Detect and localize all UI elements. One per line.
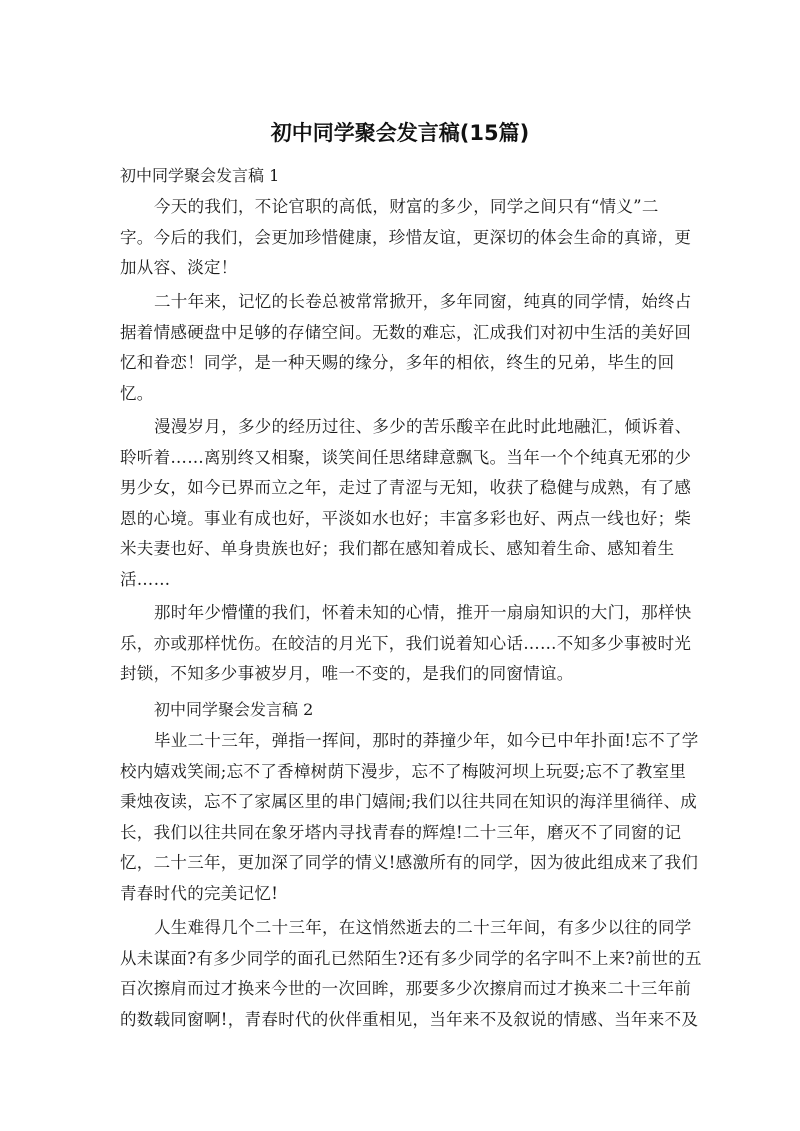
paragraph-line: 忆。	[120, 383, 154, 403]
paragraph-line: 那时年少懵懂的我们，怀着未知的心情，推开一扇扇知识的大门，那样快	[154, 603, 692, 622]
paragraph-line: 忆和眷恋！同学，是一种天赐的缘分，多年的相依，终生的兄弟，毕生的回	[120, 353, 675, 372]
paragraph-line: 男少女，如今已界而立之年，走过了青涩与无知，收获了稳健与成熟，有了感	[120, 478, 692, 497]
paragraph	[120, 192, 692, 284]
section-heading-2: 初中同学聚会发言稿 2	[154, 700, 314, 719]
paragraph-line: 加从容、淡定！	[120, 258, 238, 277]
paragraph-line: 封锁，不知多少事被岁月，唯一不变的，是我们的同窗情谊。	[120, 664, 574, 683]
paragraph-line: 活……	[120, 569, 171, 589]
paragraph-line: 字。今后的我们，会更加珍惜健康，珍惜友谊，更深切的体会生命的真谛，更	[120, 227, 692, 247]
paragraph-line: 青春时代的完美记忆!	[120, 883, 279, 903]
paragraph	[120, 913, 702, 1035]
paragraph	[120, 287, 692, 409]
paragraph	[120, 412, 692, 595]
paragraph-line: 漫漫岁月，多少的经历过往、多少的苦乐酸辛在此时此地融汇，倾诉着、	[154, 417, 692, 436]
paragraph-line: 恩的心境。事业有成也好，平淡如水也好；丰富多彩也好、两点一线也好；柴	[120, 508, 692, 528]
paragraph-line: 据着情感硬盘中足够的存储空间。无数的难忘，汇成我们对初中生活的美好回	[120, 322, 692, 342]
paragraph-line: 二十年来，记忆的长卷总被常常掀开，多年同窗，纯真的同学情，始终占	[154, 292, 692, 311]
paragraph-line: 今天的我们，不论官职的高低，财富的多少，同学之间只有“情义”二	[154, 197, 659, 216]
paragraph-line: 秉烛夜读，忘不了家属区里的串门嬉闹;我们以往共同在知识的海洋里徜徉、成	[120, 792, 698, 811]
paragraph-line: 长，我们以往共同在象牙塔内寻找青春的辉煌!二十三年，磨灭不了同窗的记	[120, 822, 682, 842]
paragraph-line: 忆，二十三年，更加深了同学的情义!感激所有的同学，因为彼此组成来了我们	[120, 853, 699, 872]
paragraph-line: 从未谋面?有多少同学的面孔已然陌生?还有多少同学的名字叫不上来?前世的五	[120, 948, 702, 968]
paragraph-line: 百次擦肩而过才换来今世的一次回眸，那要多少次擦肩而过才换来二十三年前	[120, 979, 692, 998]
document-title: 初中同学聚会发言稿(15篇)	[270, 121, 530, 145]
paragraph-line: 的数载同窗啊!，青春时代的伙伴重相见，当年来不及叙说的情感、当年来不及	[120, 1009, 699, 1029]
paragraph-line: 乐，亦或那样忧伤。在皎洁的月光下，我们说着知心话……不知多少事被时光	[120, 633, 692, 653]
paragraph-line: 校内嬉戏笑闹;忘不了香樟树荫下漫步，忘不了梅陂河坝上玩耍;忘不了教室里	[120, 761, 687, 781]
paragraph	[120, 598, 692, 690]
paragraph-line: 人生难得几个二十三年，在这悄然逝去的二十三年间，有多少以往的同学	[154, 918, 692, 937]
paragraph-line: 聆听着……离别终又相聚，谈笑间任思绪肆意飘飞。当年一个个纯真无邪的少	[120, 447, 692, 467]
paragraph-line: 米夫妻也好、单身贵族也好；我们都在感知着成长、感知着生命、感知着生	[120, 539, 675, 558]
section-heading-1: 初中同学聚会发言稿 1	[120, 166, 280, 185]
paragraph	[120, 726, 699, 909]
paragraph-line: 毕业二十三年，弹指一挥间，那时的莽撞少年，如今已中年扑面!忘不了学	[154, 731, 699, 750]
